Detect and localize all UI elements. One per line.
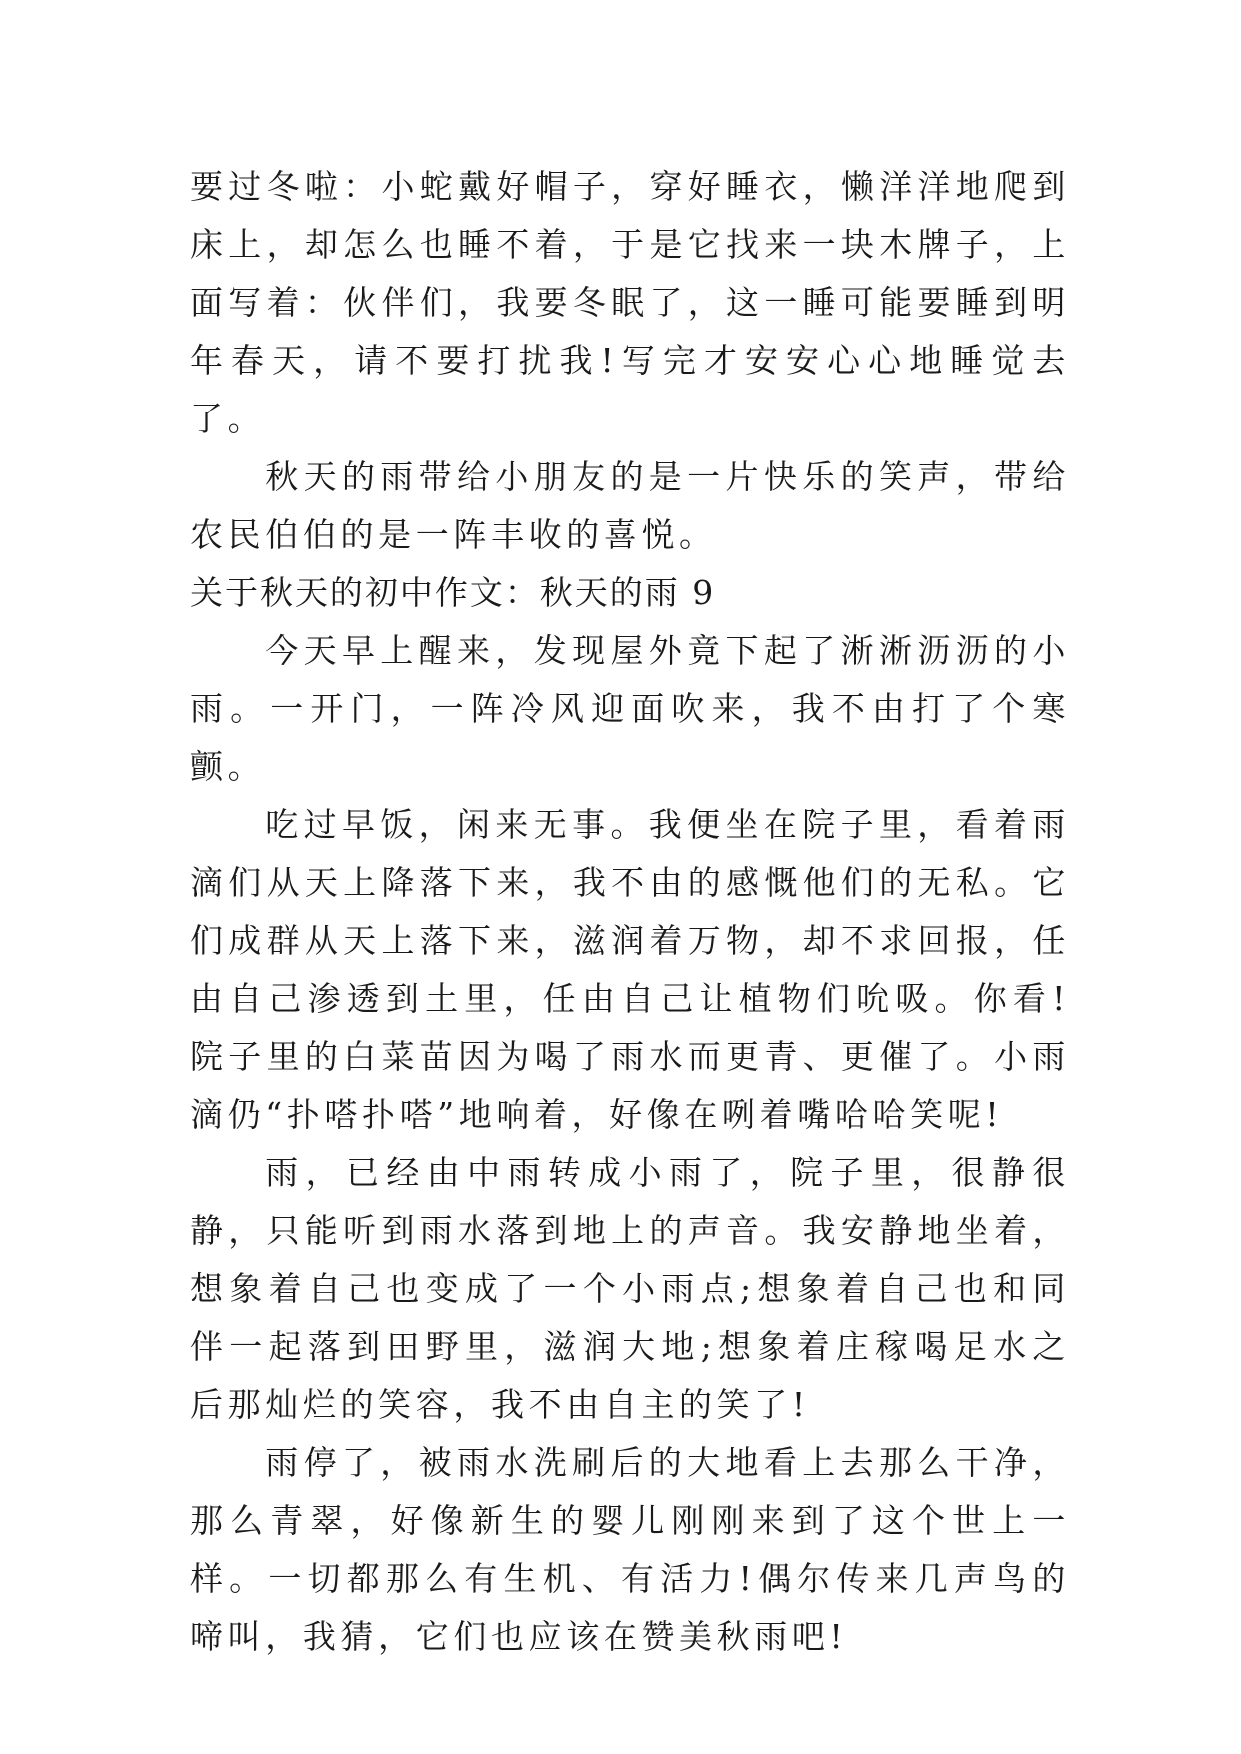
- paragraph-autumn-rain-summary: 秋天的雨带给小朋友的是一片快乐的笑声，带给农民伯伯的是一阵丰收的喜悦。: [190, 457, 1070, 554]
- essay-paragraph-3: 雨，已经由中雨转成小雨了，院子里，很静很静，只能听到雨水落到地上的声音。我安静地坐着，想象着自己也变成了一个小雨点;想象着自己也和同伴一起落到田野里，滋润大地;想象着庄稼喝足水之后那灿烂的笑容，我不由自主的笑了!: [190, 1153, 1070, 1424]
- document-body: [190, 158, 1070, 1666]
- essay-heading: 关于秋天的初中作文：秋天的雨 9: [190, 573, 716, 612]
- essay-paragraph-4: 雨停了，被雨水洗刷后的大地看上去那么干净，那么青翠，好像新生的婴儿刚刚来到了这个世上一样。一切都那么有生机、有活力!偶尔传来几声鸟的啼叫，我猜，它们也应该在赞美秋雨吧!: [190, 1443, 1070, 1656]
- essay-paragraph-2: 吃过早饭，闲来无事。我便坐在院子里，看着雨滴们从天上降落下来，我不由的感慨他们的无私。它们成群从天上落下来，滋润着万物，却不求回报，任由自己渗透到土里，任由自己让植物们吮吸。你看!院子里的白菜苗因为喝了雨水而更青、更催了。小雨滴仍“扑嗒扑嗒”地响着，好像在咧着嘴哈哈笑呢!: [190, 805, 1070, 1134]
- paragraph-continued: 要过冬啦：小蛇戴好帽子，穿好睡衣，懒洋洋地爬到床上，却怎么也睡不着，于是它找来一块木牌子，上面写着：伙伴们，我要冬眠了，这一睡可能要睡到明年春天，请不要打扰我!写完才安安心心地睡觉去了。: [190, 167, 1070, 438]
- essay-paragraph-1: 今天早上醒来，发现屋外竟下起了淅淅沥沥的小雨。一开门，一阵冷风迎面吹来，我不由打了个寒颤。: [190, 631, 1070, 786]
